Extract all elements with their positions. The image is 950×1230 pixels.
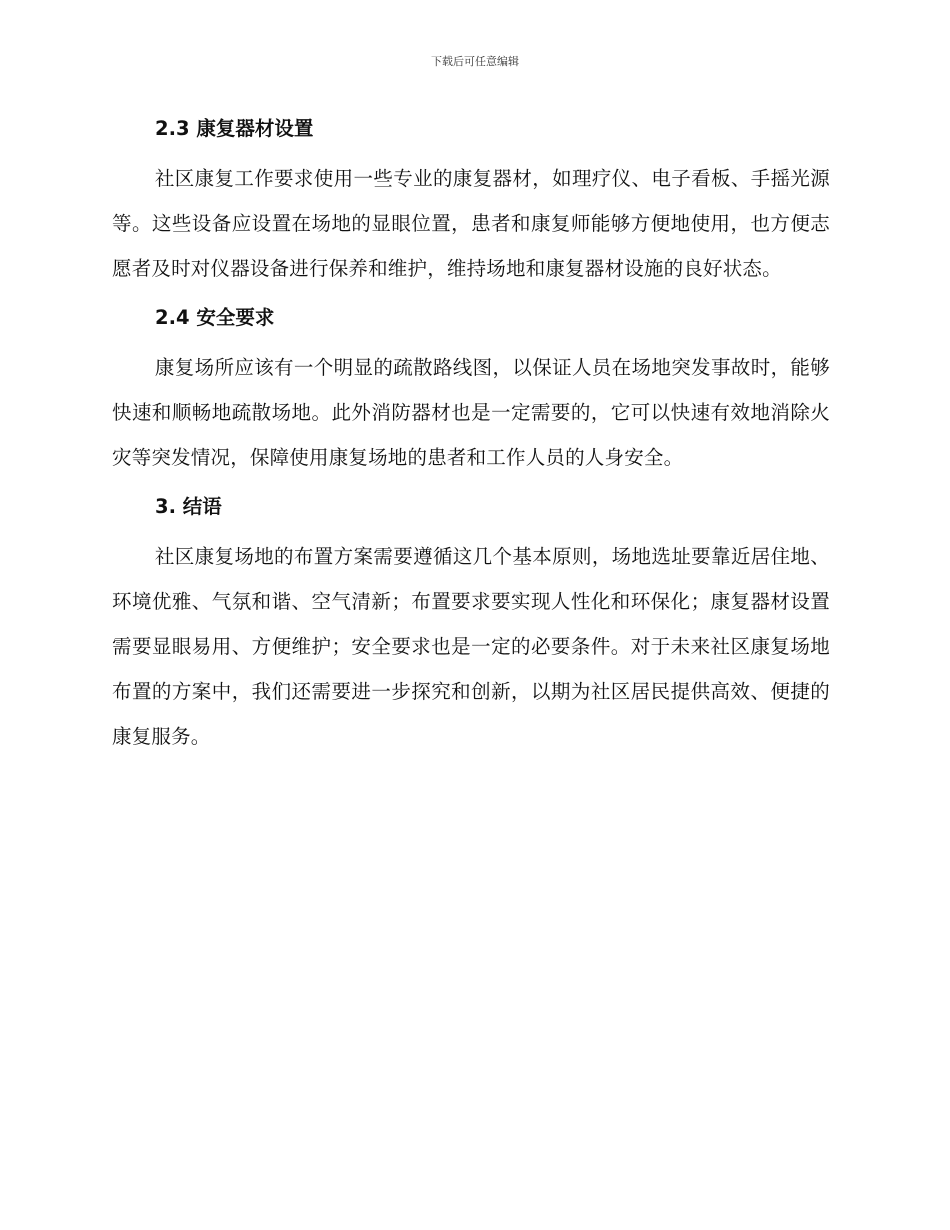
- section-paragraph-conclusion: 社区康复场地的布置方案需要遵循这几个基本原则，场地选址要靠近居住地、环境优雅、气氛和谐、空气清新；布置要求要实现人性化和环保化；康复器材设置需要显眼易用、方便维护；安全要求也是一定的必要条件。对于未来社区康复场地布置的方案中，我们还需要进一步探究和创新，以期为社区居民提供高效、便捷的康复服务。: [112, 545, 830, 748]
- page-header: 下载后可任意编辑: [431, 55, 519, 68]
- document-body: [112, 112, 830, 769]
- section-paragraph-safety: 康复场所应该有一个明显的疏散路线图，以保证人员在场地突发事故时，能够快速和顺畅地疏散场地。此外消防器材也是一定需要的，它可以快速有效地消除火灾等突发情况，保障使用康复场地的患者和工作人员的人身安全。: [112, 356, 830, 469]
- section-heading-conclusion: 3. 结语: [155, 495, 222, 518]
- section-paragraph-equipment: 社区康复工作要求使用一些专业的康复器材，如理疗仪、电子看板、手摇光源等。这些设备应设置在场地的显眼位置，患者和康复师能够方便地使用，也方便志愿者及时对仪器设备进行保养和维护，维持场地和康复器材设施的良好状态。: [112, 167, 830, 280]
- section-heading-safety: 2.4 安全要求: [155, 306, 275, 329]
- section-heading-equipment: 2.3 康复器材设置: [155, 117, 314, 140]
